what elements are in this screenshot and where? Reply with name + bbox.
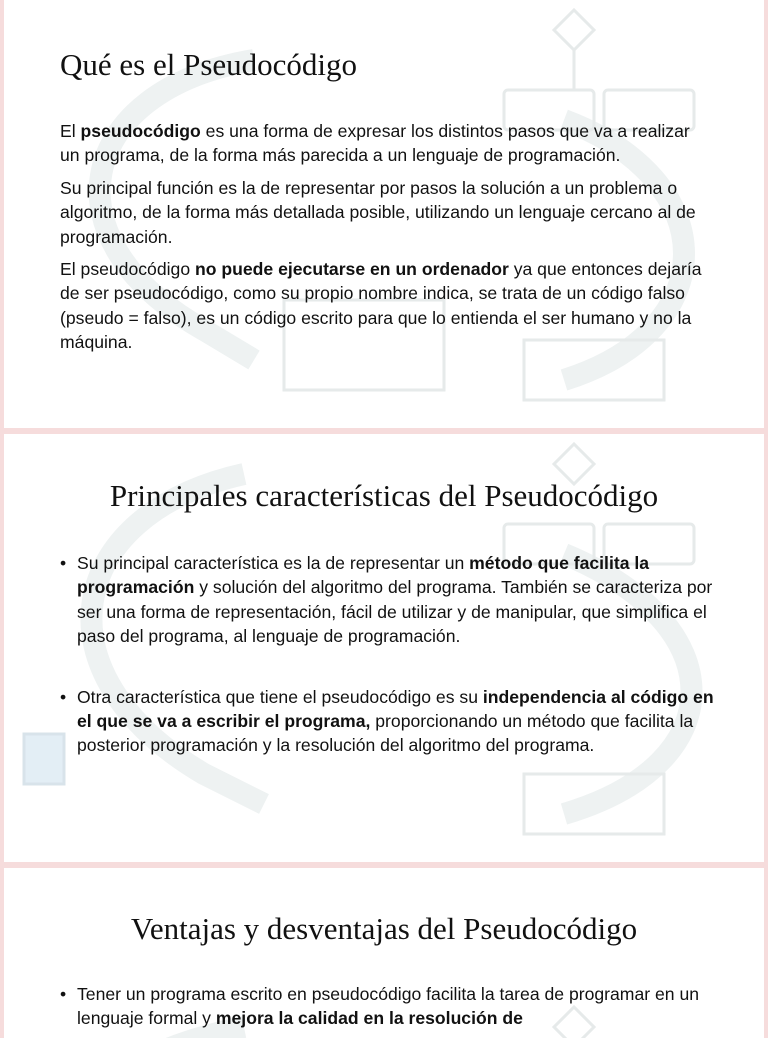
bullet-list — [60, 982, 720, 1031]
list-item: • Tener un programa escrito en pseudocódigo facilita la tarea de programar en un lenguaje formal y mejora la calidad en la resolución de — [60, 984, 700, 1029]
slide-title: Principales características del Pseudocódigo — [109, 478, 659, 513]
bullet-icon: • — [60, 686, 67, 707]
slide-body — [60, 119, 710, 363]
slide-2 — [4, 434, 764, 862]
bullet-list — [60, 551, 720, 758]
paragraph: El pseudocódigo no puede ejecutarse en un ordenador ya que entonces dejaría de ser pseudocódigo, como su propio nombre indica, se trata de un código falso (pseudo = falso), es un código escrito para que lo entienda el ser humano y no la máquina. — [60, 259, 702, 353]
paragraph: Su principal función es la de representar por pasos la solución a un problema o algoritmo, de la forma más detallada posible, utilizando un lenguaje cercano al de programación. — [60, 177, 696, 247]
slide-title: Qué es el Pseudocódigo — [60, 47, 358, 82]
bullet-icon: • — [60, 553, 67, 573]
list-item: • Su principal característica es la de representar un método que facilita la programación y solución del algoritmo del programa. También se caracteriza por ser una forma de representación, fácil de utilizar y de manipular, que simplifica el paso del programa, al lenguaje de programación. — [60, 553, 713, 647]
paragraph: El pseudocódigo es una forma de expresar los distintos pasos que va a realizar un programa, de la forma más parecida a un lenguaje de programación. — [60, 121, 690, 166]
slide-1 — [4, 0, 764, 428]
slide-3 — [4, 868, 764, 1038]
slide-title: Ventajas y desventajas del Pseudocódigo — [130, 911, 638, 946]
bullet-icon: • — [60, 984, 67, 1004]
list-item: • Otra característica que tiene el pseudocódigo es su independencia al código en el que se va a escribir el programa, proporcionando un método que facilita la posterior programación y la resolución del algoritmo del programa. — [60, 686, 714, 756]
